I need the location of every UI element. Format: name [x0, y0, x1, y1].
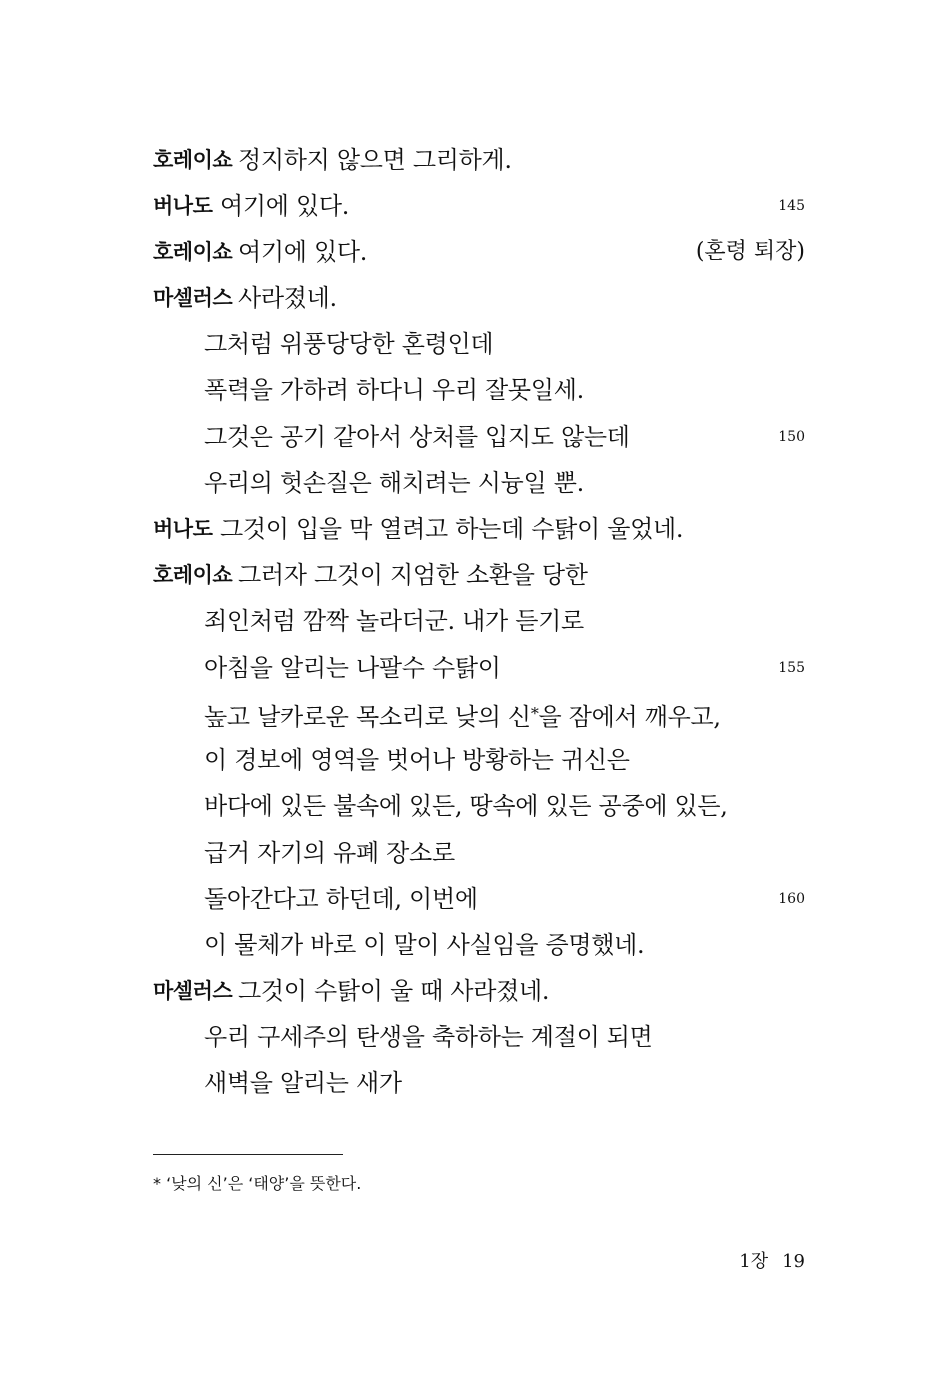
- dialogue-text-part: 높고 날카로운 목소리로 낮의 신: [204, 703, 531, 731]
- dialogue-text: 바다에 있든 불속에 있든, 땅속에 있든 공중에 있든,: [204, 792, 728, 820]
- footnote: * ‘낮의 신’은 ‘태양’을 뜻한다.: [153, 1174, 362, 1193]
- line-number: 155: [778, 660, 805, 676]
- verse-line: [0, 1014, 933, 1060]
- verse-line: [0, 691, 933, 737]
- dialogue-text: 아침을 알리는 나팔수 수탉이: [204, 654, 501, 682]
- dialogue-text-part: 을 잠에서 깨우고,: [538, 703, 721, 731]
- line-number: 145: [778, 198, 805, 214]
- verse-line: [0, 460, 933, 506]
- verse-line: [0, 783, 933, 829]
- footnote-divider: [153, 1154, 343, 1155]
- page-number: 19: [782, 1251, 805, 1272]
- speaker-name: 호레이쇼: [153, 563, 233, 587]
- dialogue-text: 그것은 공기 같아서 상처를 입지도 않는데: [204, 423, 630, 451]
- verse-line: [0, 598, 933, 644]
- dialogue-text: 정지하지 않으면 그리하게.: [238, 146, 512, 174]
- verse-line: [0, 645, 933, 691]
- speaker-name: 마셀러스: [153, 979, 233, 1003]
- dialogue-text: 새벽을 알리는 새가: [204, 1069, 402, 1097]
- dialogue-text: 우리의 헛손질은 해치려는 시늉일 뿐.: [204, 469, 584, 497]
- dialogue-line: [0, 506, 933, 552]
- dialogue-text: 그것이 입을 막 열려고 하는데 수탉이 울었네.: [220, 515, 684, 543]
- verse-line: [0, 1060, 933, 1106]
- dialogue-line: [0, 968, 933, 1014]
- dialogue-line: [0, 552, 933, 598]
- speaker-name: 호레이쇼: [153, 240, 233, 264]
- verse-line: [0, 321, 933, 367]
- footnote-marker[interactable]: *: [530, 704, 539, 723]
- speaker-name: 버나도: [153, 517, 213, 541]
- dialogue-text: 그러자 그것이 지엄한 소환을 당한: [238, 561, 588, 589]
- dialogue-text: [204, 691, 721, 740]
- dialogue-text: 우리 구세주의 탄생을 축하하는 계절이 되면: [204, 1023, 653, 1051]
- dialogue-text: 여기에 있다.: [238, 238, 368, 266]
- dialogue-text: 폭력을 가하려 하다니 우리 잘못일세.: [204, 376, 584, 404]
- dialogue-line: [0, 137, 933, 183]
- page-footer: [739, 1248, 805, 1276]
- speaker-name: 버나도: [153, 194, 213, 218]
- line-number: 150: [778, 429, 805, 445]
- dialogue-text: 사라졌네.: [238, 284, 337, 312]
- verse-line: [0, 876, 933, 922]
- dialogue-text: 죄인처럼 깜짝 놀라더군. 내가 듣기로: [204, 607, 584, 635]
- verse-line: [0, 830, 933, 876]
- dialogue-text: 그것이 수탉이 울 때 사라졌네.: [238, 977, 550, 1005]
- dialogue-line: [0, 183, 933, 229]
- speaker-name: 마셀러스: [153, 286, 233, 310]
- speaker-name: 호레이쇼: [153, 148, 233, 172]
- dialogue-line: [0, 275, 933, 321]
- dialogue-text: 급거 자기의 유폐 장소로: [204, 839, 455, 867]
- dialogue-line: [0, 229, 933, 275]
- dialogue-text: 그처럼 위풍당당한 혼령인데: [204, 330, 494, 358]
- verse-line: [0, 922, 933, 968]
- verse-line: [0, 367, 933, 413]
- dialogue-text: 여기에 있다.: [220, 192, 350, 220]
- dialogue-text: 이 물체가 바로 이 말이 사실임을 증명했네.: [204, 931, 645, 959]
- line-number: 160: [778, 891, 805, 907]
- stage-direction: (혼령 퇴장): [695, 239, 805, 264]
- dialogue-text: 돌아간다고 하던데, 이번에: [204, 885, 478, 913]
- verse-line: [0, 414, 933, 460]
- chapter-label: 1장: [739, 1251, 769, 1272]
- verse-line: [0, 737, 933, 783]
- dialogue-text: 이 경보에 영역을 벗어나 방황하는 귀신은: [204, 746, 630, 774]
